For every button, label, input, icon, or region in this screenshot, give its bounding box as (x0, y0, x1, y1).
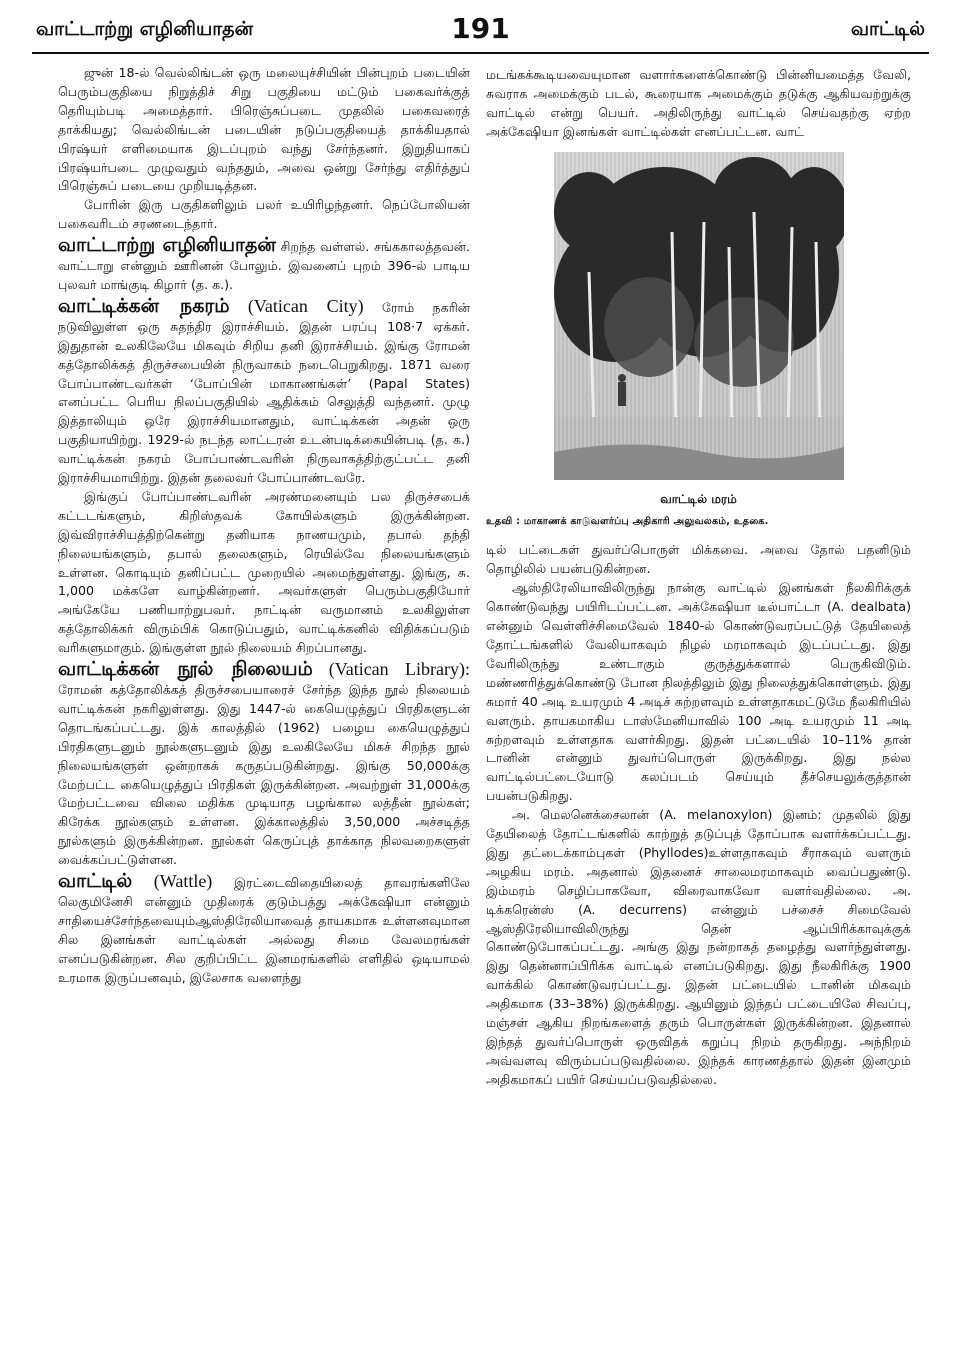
entry-body: சிறந்த வள்ளல். சங்ககாலத்தவன். வாட்டாறு என்னும் ஊரினன் போலும். இவனைப் புறம் 396-ல் பாடிய புலவர் மாங்குடி கிழார் (த. க.). (58, 239, 470, 292)
entry-headword-english: (Vatican City) (247, 295, 364, 316)
entry-headword: வாட்டில் (58, 870, 133, 893)
wattle-species-dealbata: ஆஸ்திரேலியாவிலிருந்து நான்கு வாட்டில் இனங்கள் நீலகிரிக்குக் கொண்டுவந்து பயிரிடப்பட்டன. அக்கேஷியா டீல்பாட்டா (A. dealbata) என்னும் வெள்ளிச்சிமைவேல் 1840-ல் கொண்டுவரப்பட்டுத் தேயிலைத் தோட்டங்களில் வேலியாகவும் நிழல் மரமாகவும் இடப்பட்டது. இது வேரிலிருந்து உண்டாகும் குருத்துக்களால் பெருகிவிடும். மண்ணரித்துக்கொண்டு போன நிலத்திலும் இது நிலைத்துக்கொள்ளும். இது சுமார் 40 அடி உயரமும் 4 அடிச் சுற்றளவும் உள்ளதாகமட்டுமே நீலகிரியில் வளரும். தாயகமாகிய டாஸ்மேனியாவில் 100 அடி உயரமும் 11 அடி சுற்றளவும் உள்ளதாக வளர்கிறது. இதன் பட்டையில் 10–11% தான் டானின் என்னும் துவர்ப்பொருள் இருக்கிறது. இது நல்ல வாட்டில்பட்டையோடு கலப்படம் செய்யும் தீச்செயலுக்குத்தான் பயன்படுகிறது. (486, 580, 911, 804)
entry-body: ரோமன் கத்தோலிக்கத் திருச்சபையாரைச் சேர்ந்த இந்த நூல் நிலையம் வாட்டிக்கன் நகரிலுள்ளது. இது 1447-ல் கையெழுத்துப் பிரதிகளுடன் தொடங்கப்பட்டது. இக் காலத்தில் (1962) பழைய கையெழுத்துப் பிரதிகளுடனும் நூல்களுடனும் இது உலகிலேயே மிகச் சிறந்த நூல் நிலையங்களுள் ஒன்றாகக் கருதப்படுகின்றது. இங்கு 50,000க்கு மேற்பட்ட கையெழுத்துப் பிரதிகள் இருக்கின்றன. அவற்றுள் 31,000க்கு மேற்பட்டவை விலை மதிக்க முடியாத பழங்கால லத்தீன் நூல்கள்; கிரேக்க நூல்களும் உள்ளன. இக்காலத்தில் 3,50,000 அச்சடித்த நூல்களும் இருக்கின்றன. நூல்கள் கெருப்புத் தாக்காத நிலவறைகளுள் வைக்கப்பட்டுள்ளன. (58, 682, 470, 868)
wattle-species-melanoxylon: அ. மெலனெக்சைலான் (A. melanoxylon) இனம்: முதலில் இது தேயிலைத் தோட்டங்களில் காற்றுத் தடுப்புத் தோப்பாக வளர்க்கப்பட்டது. இது தட்டைக்காம்புகள் (Phyllodes)உள்ளதாகவும் சீராகவும் வளரும் அழகிய மரம். அதனால் இதனைச் சாலைமரமாகவும் வைப்பதுண்டு. இம்மரம் செழிப்பாகவோ, விரைவாகவோ வளர்வதில்லை. அ. டிக்கரென்ஸ் (A. decurrens) என்னும் பச்சைச் சிமைவேல் ஆஸ்திரேலியாவிலிருந்து தென் ஆப்பிரிக்காவுக்குக் கொண்டுபோகப்பட்டது. அங்கு இது நன்றாகத் தழைத்து வளர்ந்துள்ளது. இது தென்னாப்பிரிக்க வாட்டில் எனப்படுகிறது. இது நீலகிரிக்கு 1900 வாக்கில் கொண்டுவரப்பட்டது. இதன் பட்டையில் டானின் மிகவும் அதிகமாக (33–38%) இருக்கிறது. ஆயினும் இந்தப் பட்டையிலே சிவப்பு, மஞ்சள் ஆகிய நிறங்களைத் தரும் பொருள்கள் இருக்கின்றன. இதனால் இந்தத் துவர்ப்பொருள் ஒருவிதக் கறுப்பு நிறம் தருகிறது. அந்நிறம் அவ்வளவு விரும்பப்படுவதில்லை. இந்தக் காரணத்தால் இதன் இனமும் அதிகமாகப் பயிர் செய்யப்படுவதில்லை. (486, 807, 911, 1087)
entry-headword: வாட்டிக்கன் நகரம் (58, 294, 230, 317)
running-head-right: வாட்டில் (850, 18, 925, 40)
running-head-left: வாட்டாற்று எழினியாதன் (36, 18, 253, 40)
entry-headword-english: (Wattle) (153, 871, 213, 892)
wattle-bark-paragraph: டில் பட்டைகள் துவர்ப்பொருள் மிக்கவை. அவை தோல் பதனிடும் தொழிலில் பயன்படுகின்றன. (486, 542, 911, 577)
figure-credit: உதவி : மாகாணக் காடுவளர்ப்பு அதிகாரி அலுவலகம், உதகை. (486, 515, 769, 527)
entry-headword-english: (Vatican Library): (328, 659, 470, 680)
entry-headword: வாட்டிக்கன் நூல் நிலையம் (58, 658, 313, 681)
entry-body: ரோம் நகரின் நடுவிலுள்ள ஒரு சுதந்திர இராச்சியம். இதன் பரப்பு 108·7 ஏக்கர். இதுதான் உலகிலேயே மிகவும் சிறிய தனி இராச்சியம். இங்கு ரோமன் கத்தோலிக்கத் திருச்சபையின் நிருவாகம் நடைபெறுகிறது. 1871 வரை போப்பாண்டவர்கள் ‘போப்பின் மாகாணங்கள்’ (Papal States) எனப்பட்ட பெரிய நிலப்பகுதியில் ஆதிக்கம் செலுத்தி வந்தனர். முழு இத்தாலியும் ஒரே இராச்சியமானதும், வாட்டிக்கன் அதன் ஒரு பகுதியாயிற்று. 1929-ல் நடந்த லாட்டரன் உடன்படிக்கையின்படி (த. க.) வாட்டிக்கன் நகரம் போப்பாண்டவரின் நிருவாகத்திற்குட்பட்ட தனி இராச்சியமாயிற்று. இதன் தலைவர் போப்பாண்டவரே. (58, 299, 470, 486)
entry-vatican-library (58, 660, 470, 870)
left-column (58, 64, 470, 988)
wattle-tree-photo (554, 152, 844, 480)
entry-wattle (58, 872, 470, 987)
vatican-city-paragraph-2: இங்குப் போப்பாண்டவரின் அரண்மனையும் பல திருச்சபைக் கட்டடங்களும், கிறிஸ்தவக் கோயில்களும் இருக்கின்றன. இவ்விராச்சியத்திற்கென்று தனியாக நாணயமும், தபால் தந்தி நிலையங்களும், தபால் தலைகளும், ரெயில்வே நிலையங்களும் உள்ளன. கொடியும் தனிப்பட்ட முறையில் அமைந்துள்ளது. இங்கு, சு. 1,000 மக்களே வாழ்கின்றனர். அவர்களுள் பெரும்பகுதியோர் அங்கேயே பணியாற்றுபவர். நாட்டின் வருமானம் உலகிலுள்ள கத்தோலிக்கர் விரும்பிக் கொடுப்பதும், வாட்டிக்கனில் விதிக்கப்படும் வரிகளுமாகும். இங்குள்ள நூல் நிலையம் சிறப்பானது. (58, 488, 470, 656)
page-number: 191 (451, 12, 510, 45)
entry-vatican-city (58, 294, 470, 488)
running-head (32, 8, 929, 54)
waterloo-paragraph: ஜுன் 18-ல் வெல்லிங்டன் ஒரு மலையுச்சியின் பின்புறம் படையின் பெரும்பகுதியை நிறுத்திச் சிறு பகுதியை மட்டும் பகைவர்க்குத் தெரியும்படி அமைத்தார். பிரெஞ்சுப்படை முதலில் பகைவரைத் தாக்கியது; வெல்லிங்டன் படையின் நடுப்பகுதியைத் தாக்கியதால் பிரஷ்யர் எளிமையாக இடப்புறம் வந்து சேர்ந்தனர். இறுதியாகப் பிரஷ்யர்படை முழுவதும் வந்ததும், அவை ஒன்று சேர்ந்து எதிர்த்துப் பிரெஞ்சுப் படையை முறியடித்தன. (58, 65, 470, 194)
waterloo-conclusion: போரின் இரு பகுதிகளிலும் பலர் உயிரிழந்தனர். நெப்போலியன் பகைவரிடம் சரணடைந்தார். (58, 197, 470, 232)
entry-body: இரட்டைவிதையிலைத் தாவரங்களிலே லெகுமினேசி என்னும் முதிரைக் குடும்பத்து அக்கேஷியா என்னும் சாதியைச்சேர்ந்தவையும்ஆஸ்திரேலியாவைத் தாயகமாக உள்ளனவுமான சில இனங்கள் வாட்டில்கள் அல்லது சிமை வேலமரங்கள் எனப்படுகின்றன. சில குறிப்பிட்ட இனமரங்களில் எளிதில் ஒடியாமல் உரமாக இருப்பனவும், இலேசாக வளைந்து (58, 875, 470, 985)
figure-caption: வாட்டில் மரம் (660, 491, 737, 506)
right-column (486, 64, 911, 1090)
wattle-continuation: மடங்கக்கூடியவையுமான வளார்களைக்கொண்டு பின்னியமைத்த வேலி, சுவராக அமைக்கும் படல், கூரையாக அமைக்கும் தடுக்கு ஆகியவற்றுக்கு வாட்டில் என்று பெயர். அதிலிருந்து வாட்டில் செய்வதற்கு ஏற்ற அக்கேஷியா இனங்கள் வாட்டில்கள் எனப்பட்டன. வாட் (486, 67, 911, 139)
entry-vattaru-ezhiniyathan (58, 236, 470, 295)
entry-headword: வாட்டாற்று எழினியாதன் (58, 234, 276, 257)
figure (486, 152, 911, 532)
